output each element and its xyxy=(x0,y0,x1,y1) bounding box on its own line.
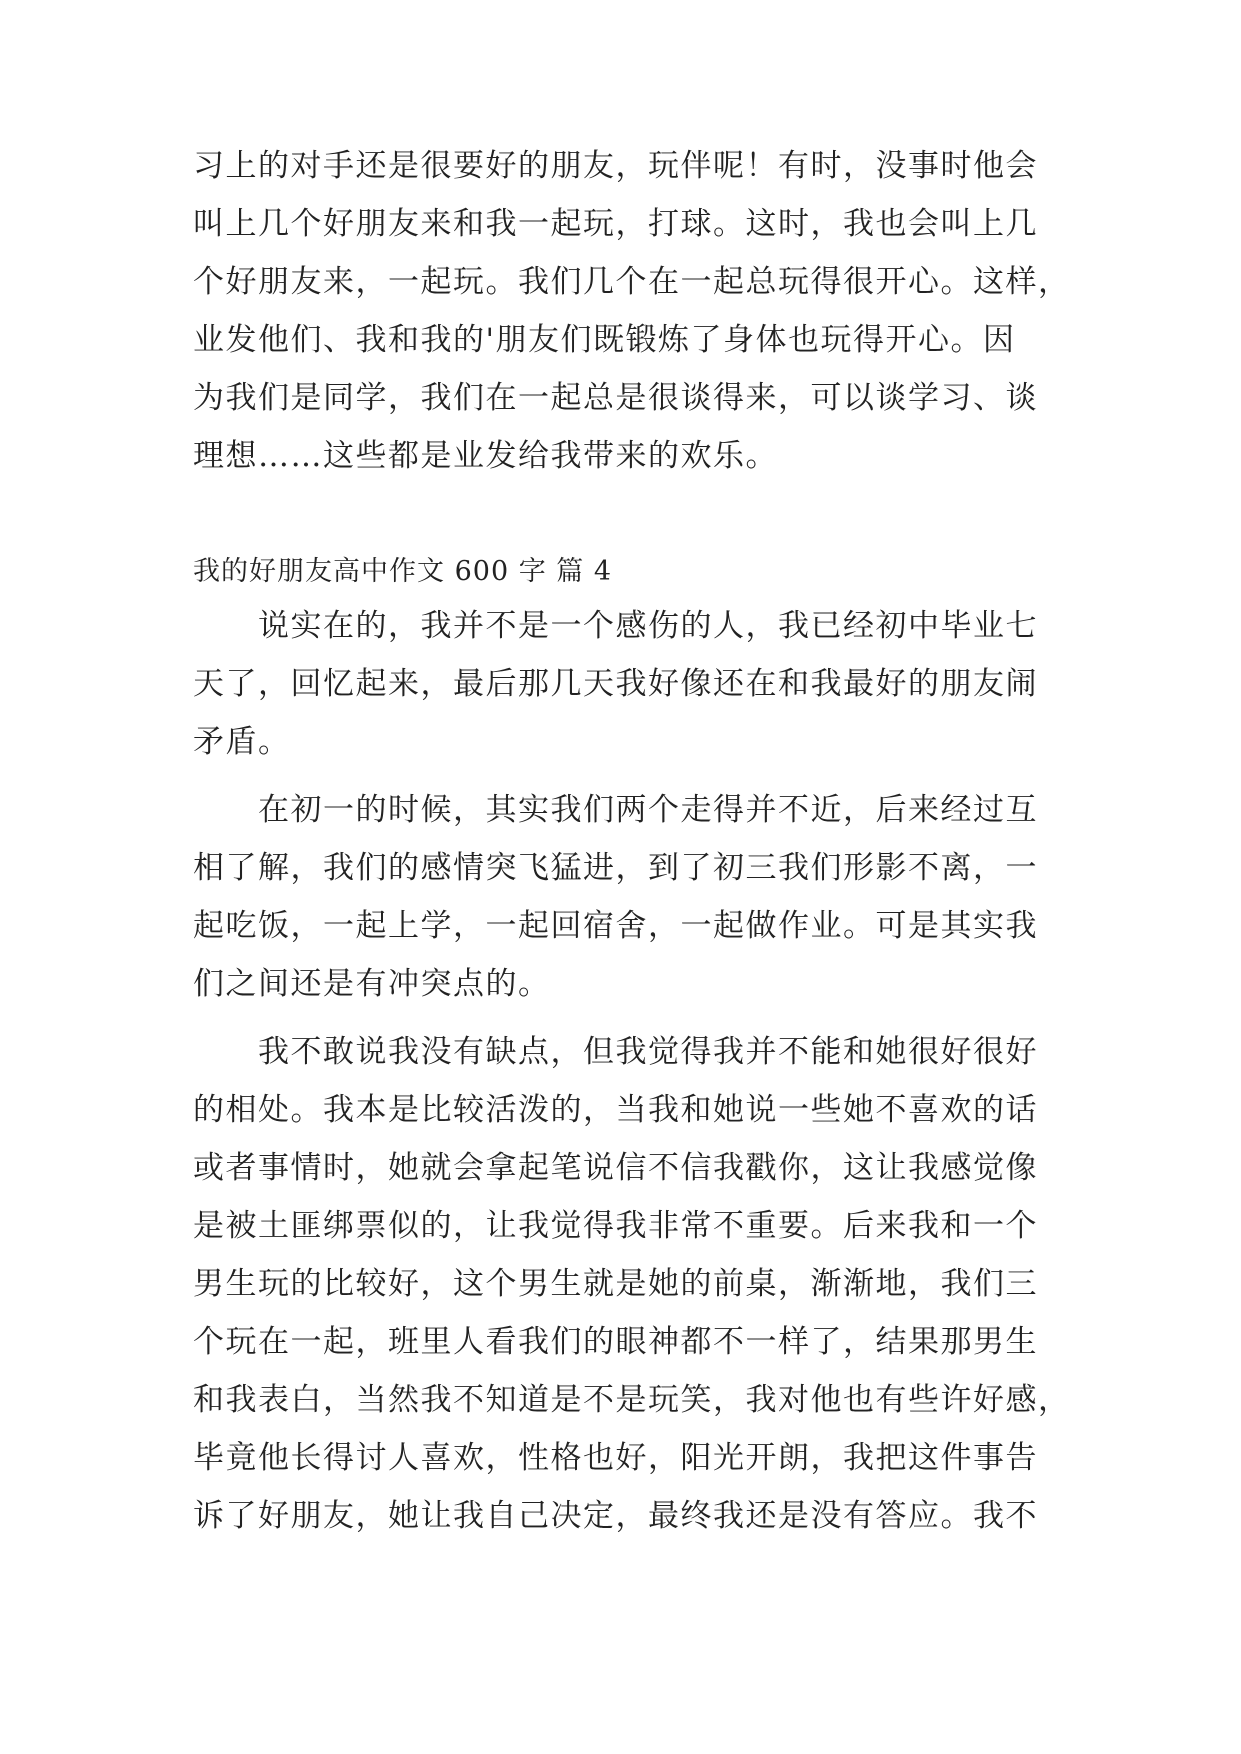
section-heading: 我的好朋友高中作文 600 字 篇 4 xyxy=(193,556,613,587)
text-line: 叫上几个好朋友来和我一起玩，打球。这时，我也会叫上几 xyxy=(193,206,1038,242)
text-line: 个好朋友来，一起玩。我们几个在一起总玩得很开心。这样， xyxy=(193,264,1071,300)
text-line: 和我表白，当然我不知道是不是玩笑，我对他也有些许好感， xyxy=(193,1382,1071,1418)
text-line: 男生玩的比较好，这个男生就是她的前桌，渐渐地，我们三 xyxy=(193,1266,1038,1302)
text-line: 是被土匪绑票似的，让我觉得我非常不重要。后来我和一个 xyxy=(193,1208,1038,1244)
text-line: 习上的对手还是很要好的朋友，玩伴呢！有时，没事时他会 xyxy=(193,148,1038,184)
text-line: 个玩在一起，班里人看我们的眼神都不一样了，结果那男生 xyxy=(193,1324,1038,1360)
text-line: 或者事情时，她就会拿起笔说信不信我戳你，这让我感觉像 xyxy=(193,1150,1038,1186)
text-line: 我不敢说我没有缺点，但我觉得我并不能和她很好很好 xyxy=(258,1034,1038,1070)
text-line: 矛盾。 xyxy=(193,724,291,760)
text-line: 相了解，我们的感情突飞猛进，到了初三我们形影不离，一 xyxy=(193,850,1038,886)
text-line: 天了，回忆起来，最后那几天我好像还在和我最好的朋友闹 xyxy=(193,666,1038,702)
text-line: 诉了好朋友，她让我自己决定，最终我还是没有答应。我不 xyxy=(193,1498,1038,1534)
text-line: 们之间还是有冲突点的。 xyxy=(193,966,551,1002)
text-line: 毕竟他长得讨人喜欢，性格也好，阳光开朗，我把这件事告 xyxy=(193,1440,1038,1476)
text-line: 的相处。我本是比较活泼的，当我和她说一些她不喜欢的话 xyxy=(193,1092,1038,1128)
text-line: 在初一的时候，其实我们两个走得并不近，后来经过互 xyxy=(258,792,1038,828)
text-line: 起吃饭，一起上学，一起回宿舍，一起做作业。可是其实我 xyxy=(193,908,1038,944)
text-line: 说实在的，我并不是一个感伤的人，我已经初中毕业七 xyxy=(258,608,1038,644)
text-line: 为我们是同学，我们在一起总是很谈得来，可以谈学习、谈 xyxy=(193,380,1038,416)
text-line: 理想……这些都是业发给我带来的欢乐。 xyxy=(193,438,778,474)
text-line: 业发他们、我和我的'朋友们既锻炼了身体也玩得开心。因 xyxy=(193,322,1016,358)
